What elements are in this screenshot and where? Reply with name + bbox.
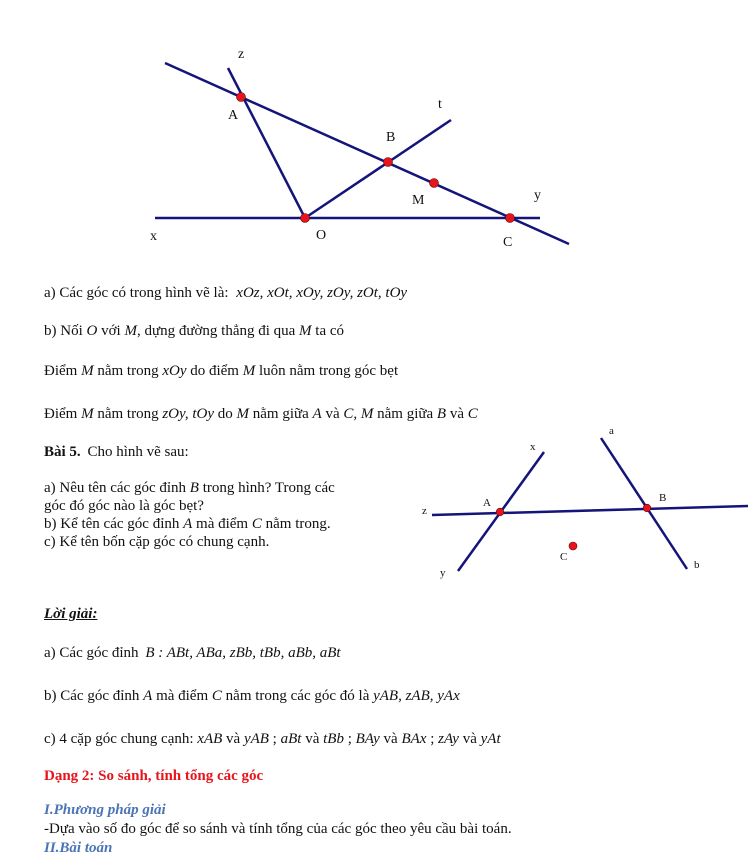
label-B: B (386, 130, 396, 145)
label-t: t (438, 97, 442, 112)
label-A: A (483, 497, 491, 509)
label-y: y (534, 188, 541, 203)
point-B (384, 158, 393, 167)
label-b: b (694, 559, 700, 571)
label-z: z (238, 47, 245, 62)
label-A: A (228, 108, 239, 123)
label-B: B (659, 492, 667, 504)
line-a-b (601, 438, 687, 569)
method-text: -Dựa vào số đo góc để so sánh và tính tổng của các góc theo yêu cầu bài toán. (44, 821, 512, 837)
question-b: b) Kể tên các góc đỉnh A mà điểm C nằm trong. (44, 516, 331, 532)
solution-b: b) Các góc đỉnh A mà điểm C nằm trong các góc đó là yAB, zAB, yAx (44, 688, 460, 704)
line-z-B (432, 506, 748, 515)
label-M: M (412, 193, 425, 208)
point-M (430, 179, 439, 188)
solution-heading: Lời giải: (44, 606, 98, 622)
point-A (496, 508, 504, 516)
label-C: C (560, 551, 568, 563)
question-a: a) Nêu tên các góc đỉnh B trong hình? Trong các (44, 480, 335, 496)
label-x: x (150, 229, 157, 244)
answer-a-line: a) Các góc có trong hình vẽ là: xOz, xOt, xOy, zOy, zOt, tOy (44, 285, 408, 301)
question-c: c) Kể tên bốn cặp góc có chung cạnh. (44, 534, 270, 550)
exercise-5-heading: Bài 5. Cho hình vẽ sau: (44, 444, 189, 460)
solution-a: a) Các góc đỉnh B : ABt, ABa, zBb, tBb, aBb, aBt (44, 645, 341, 661)
question-a-cont: góc đó góc nào là góc bẹt? (44, 498, 204, 514)
label-C: C (503, 235, 513, 250)
point-O (301, 214, 310, 223)
exercises-heading: II.Bài toán (44, 840, 113, 856)
answer-point-M-line-2: Điểm M nằm trong zOy, tOy do M nằm giữa A và C, M nằm giữa B và C (44, 406, 478, 422)
figure-2 (0, 420, 754, 620)
answer-point-M-line-1: Điểm M nằm trong xOy do điểm M luôn nằm trong góc bẹt (44, 363, 399, 379)
section-heading-dang-2: Dạng 2: So sánh, tính tổng các góc (44, 768, 264, 784)
label-a: a (609, 425, 614, 437)
label-O: O (316, 228, 327, 243)
label-y: y (440, 567, 446, 579)
point-B (643, 504, 651, 512)
method-heading: I.Phương pháp giải (44, 802, 166, 818)
answer-b-line: b) Nối O với M, dựng đường thẳng đi qua M ta có (44, 323, 345, 339)
solution-c: c) 4 cặp góc chung cạnh: xAB và yAB ; aBt và tBb ; BAy và BAx ; zAy và yAt (44, 731, 501, 747)
point-C (506, 214, 515, 223)
point-C (569, 542, 577, 550)
label-z: z (422, 505, 427, 517)
ray-Oz (228, 68, 305, 218)
figure-1 (0, 0, 754, 260)
point-A (237, 93, 246, 102)
label-x: x (530, 441, 536, 453)
